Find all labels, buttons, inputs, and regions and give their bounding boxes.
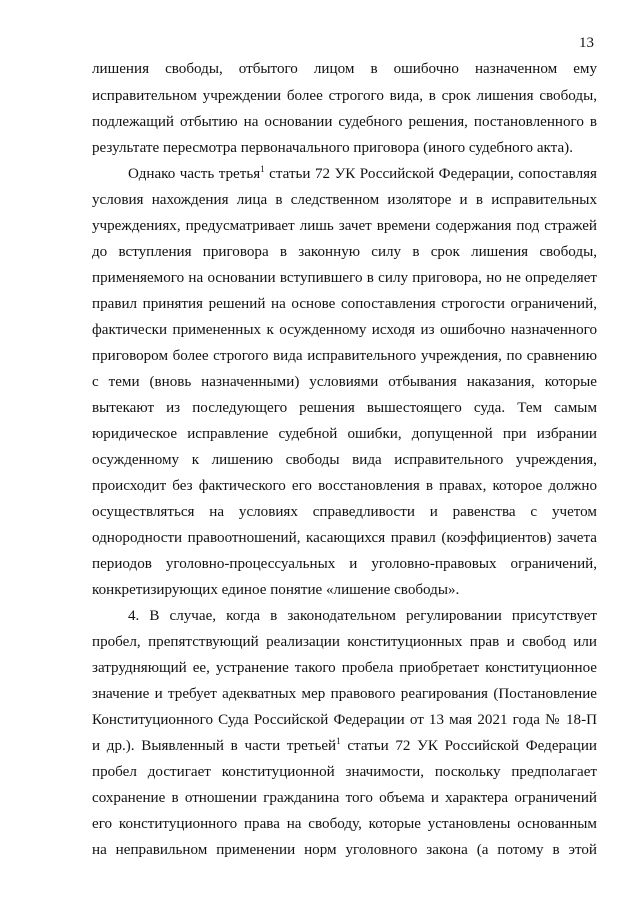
text-line: Конституционного Суда Российской Федерации от 13 мая 2021 года № 18-П [92,712,597,728]
text-line: затрудняющий ее, устранение такого пробела приобретает конституционное [92,660,597,676]
text-line: его конституционного права на свободу, которые установлены основанным [92,816,597,832]
text-line: осужденному к лишению свободы вида исправительного учреждения, [92,452,597,468]
text-line: вытекают из последующего решения вышестоящего суда. Тем самым [92,400,597,416]
text-line: до вступления приговора в законную силу в срок лишения свободы, [92,244,597,260]
text-line [92,737,597,755]
text-line: происходит без фактического его восстановления в правах, которое должно [92,478,597,494]
text-line: правил принятия решений на основе сопоставления строгости ограничений, [92,296,597,312]
text-line: лишения свободы, отбытого лицом в ошибочно назначенном ему [92,61,597,77]
text-line: 4. В случае, когда в законодательном регулировании присутствует [128,608,597,624]
text-line: однородности правоотношений, касающихся правил (коэффициентов) зачета [92,530,597,546]
text-line [128,165,597,183]
text-line: условия нахождения лица в следственном изоляторе и в исправительных [92,192,597,208]
text-line: пробел, препятствующий реализации конституционных прав и свобод или [92,634,597,650]
text-line: подлежащий отбытию на основании судебного решения, постановленного в [92,114,597,130]
superscript: 1 [260,164,265,174]
text-line: осуществляться на условиях справедливости и равенства с учетом [92,504,597,520]
text-fragment: статьи 72 УК Российской Федерации [340,738,597,754]
text-fragment: и др.). Выявленный в части третьей [92,738,337,754]
text-line: пробел достигает конституционной значимости, поскольку предполагает [92,764,597,780]
text-line: сохранение в отношении гражданина того объема и характера ограничений [92,790,597,806]
text-line: фактически примененных к осужденному исходя из ошибочно назначенного [92,322,597,338]
text-line: конкретизирующих единое понятие «лишение свободы». [92,582,460,598]
text-line: приговором более строгого вида исправительного учреждения, по сравнению [92,348,597,364]
text-line: исправительном учреждении более строгого вида, в срок лишения свободы, [92,88,597,104]
text-line: применяемого на основании вступившего в силу приговора, но не определяет [92,270,597,286]
text-line: учреждениях, предусматривает лишь зачет времени содержания под стражей [92,218,597,234]
text-line: юридическое исправление судебной ошибки, допущенной при избрании [92,426,597,442]
text-line: на неправильном применении норм уголовного закона (а потому в этой [92,842,597,858]
text-line: результате пересмотра первоначального приговора (иного судебного акта). [92,140,573,156]
text-line: периодов уголовно-процессуальных и уголовно-правовых ограничений, [92,556,597,572]
text-fragment: статьи 72 УК Российской Федерации, сопоставляя [264,166,597,182]
superscript: 1 [336,736,341,746]
text-line: с теми (вновь назначенными) условиями отбывания наказания, которые [92,374,597,390]
text-line: значение и требует адекватных мер правового реагирования (Постановление [92,686,597,702]
text-fragment: Однако часть третья [128,166,261,182]
page-number: 13 [579,35,594,51]
